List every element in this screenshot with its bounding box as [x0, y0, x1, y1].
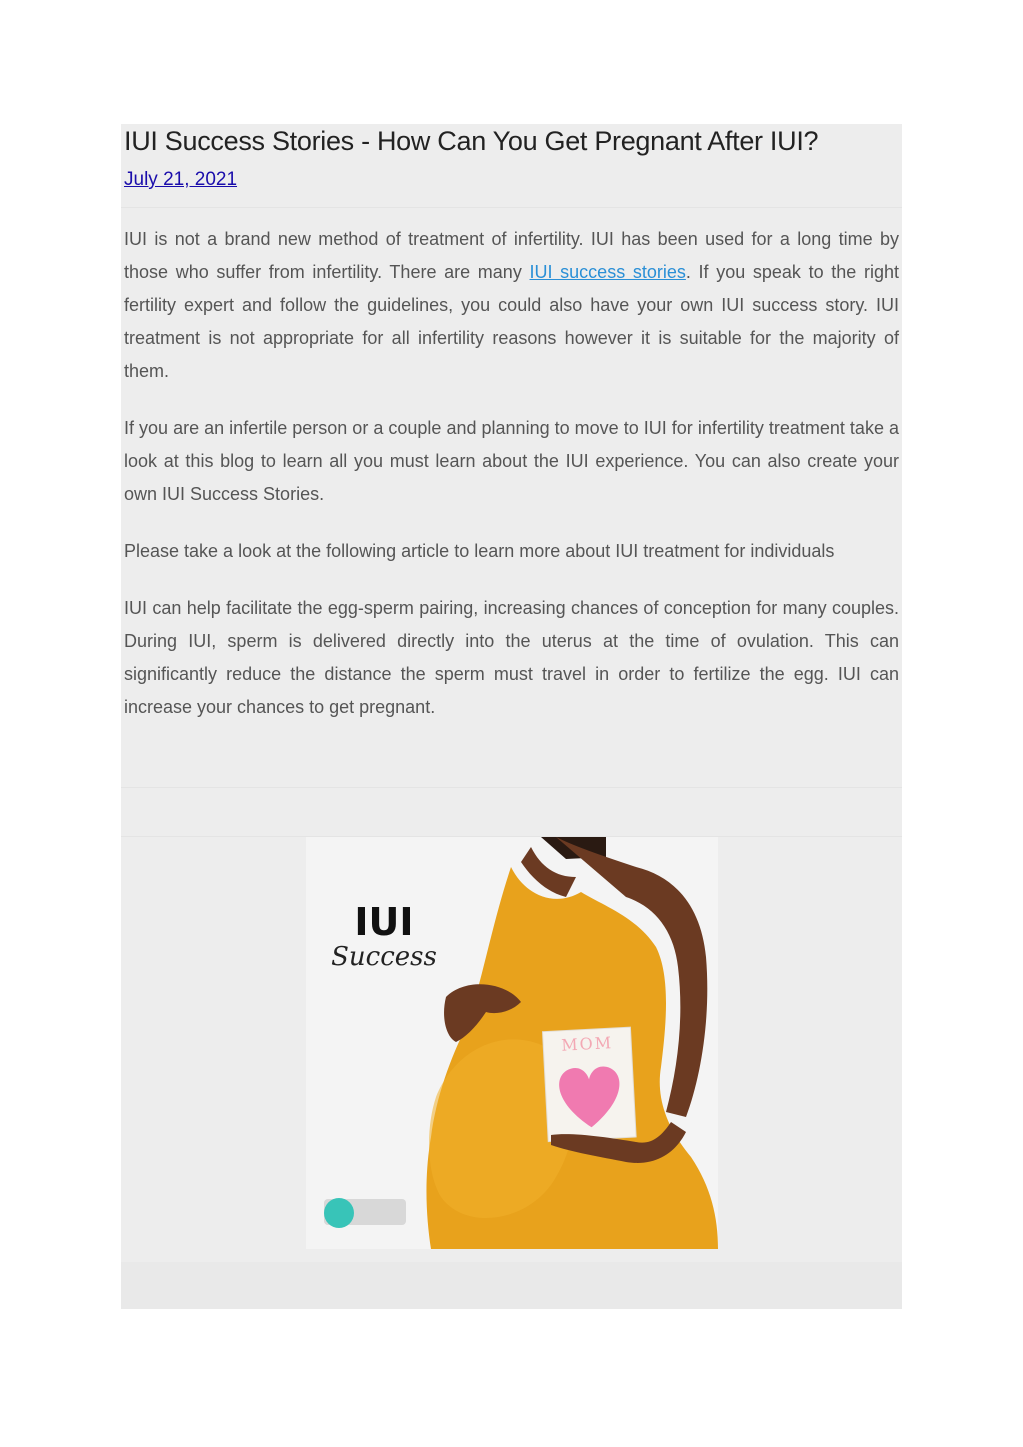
paragraph-article-pointer: Please take a look at the following article to learn more about IUI treatment for individuals: [124, 541, 835, 561]
image-script-text: Success: [331, 942, 437, 972]
article-date-link[interactable]: July 21, 2021: [124, 169, 238, 190]
image-heading-text: IUI: [354, 900, 414, 944]
iui-success-stories-link[interactable]: IUI success stories: [529, 262, 686, 282]
bottom-strip: [121, 1262, 902, 1309]
header-divider: [121, 207, 902, 208]
paragraph-intro-text-start: IUI is not a brand new method of treatment of infertility. IUI has been used for a long time by those who suffer from infertility. There are many: [124, 229, 899, 282]
paragraph-iui-benefits: IUI can help facilitate the egg-sperm pairing, increasing chances of conception for many couples. During IUI, sperm is delivered directly into the uterus at the time of ovulation. This can significantly reduce the distance the sperm must travel in order to fertilize the egg. IUI can increase your chances to get pregnant.: [124, 598, 899, 717]
logo-badge-icon: [324, 1198, 354, 1228]
article-page: [121, 124, 902, 1309]
card-text: MOM: [560, 1033, 614, 1055]
iui-success-illustration: [306, 837, 718, 1249]
article-title: IUI Success Stories - How Can You Get Pregnant After IUI?: [124, 126, 819, 156]
paragraph-intro-text-end: . If you speak to the right fertility expert and follow the guidelines, you could also have your own IUI success story. IUI treatment is not appropriate for all infertility reasons however it is suitable for the majority of them.: [124, 262, 899, 381]
content-divider: [121, 787, 902, 788]
paragraph-intro: [124, 223, 899, 388]
paragraph-planning: If you are an infertile person or a couple and planning to move to IUI for infertility treatment take a look at this blog to learn all you must learn about the IUI experience. You can also create your own IUI Success Stories.: [124, 418, 899, 504]
iui-success-image: [306, 837, 718, 1249]
mom-card-group: [543, 1027, 637, 1141]
